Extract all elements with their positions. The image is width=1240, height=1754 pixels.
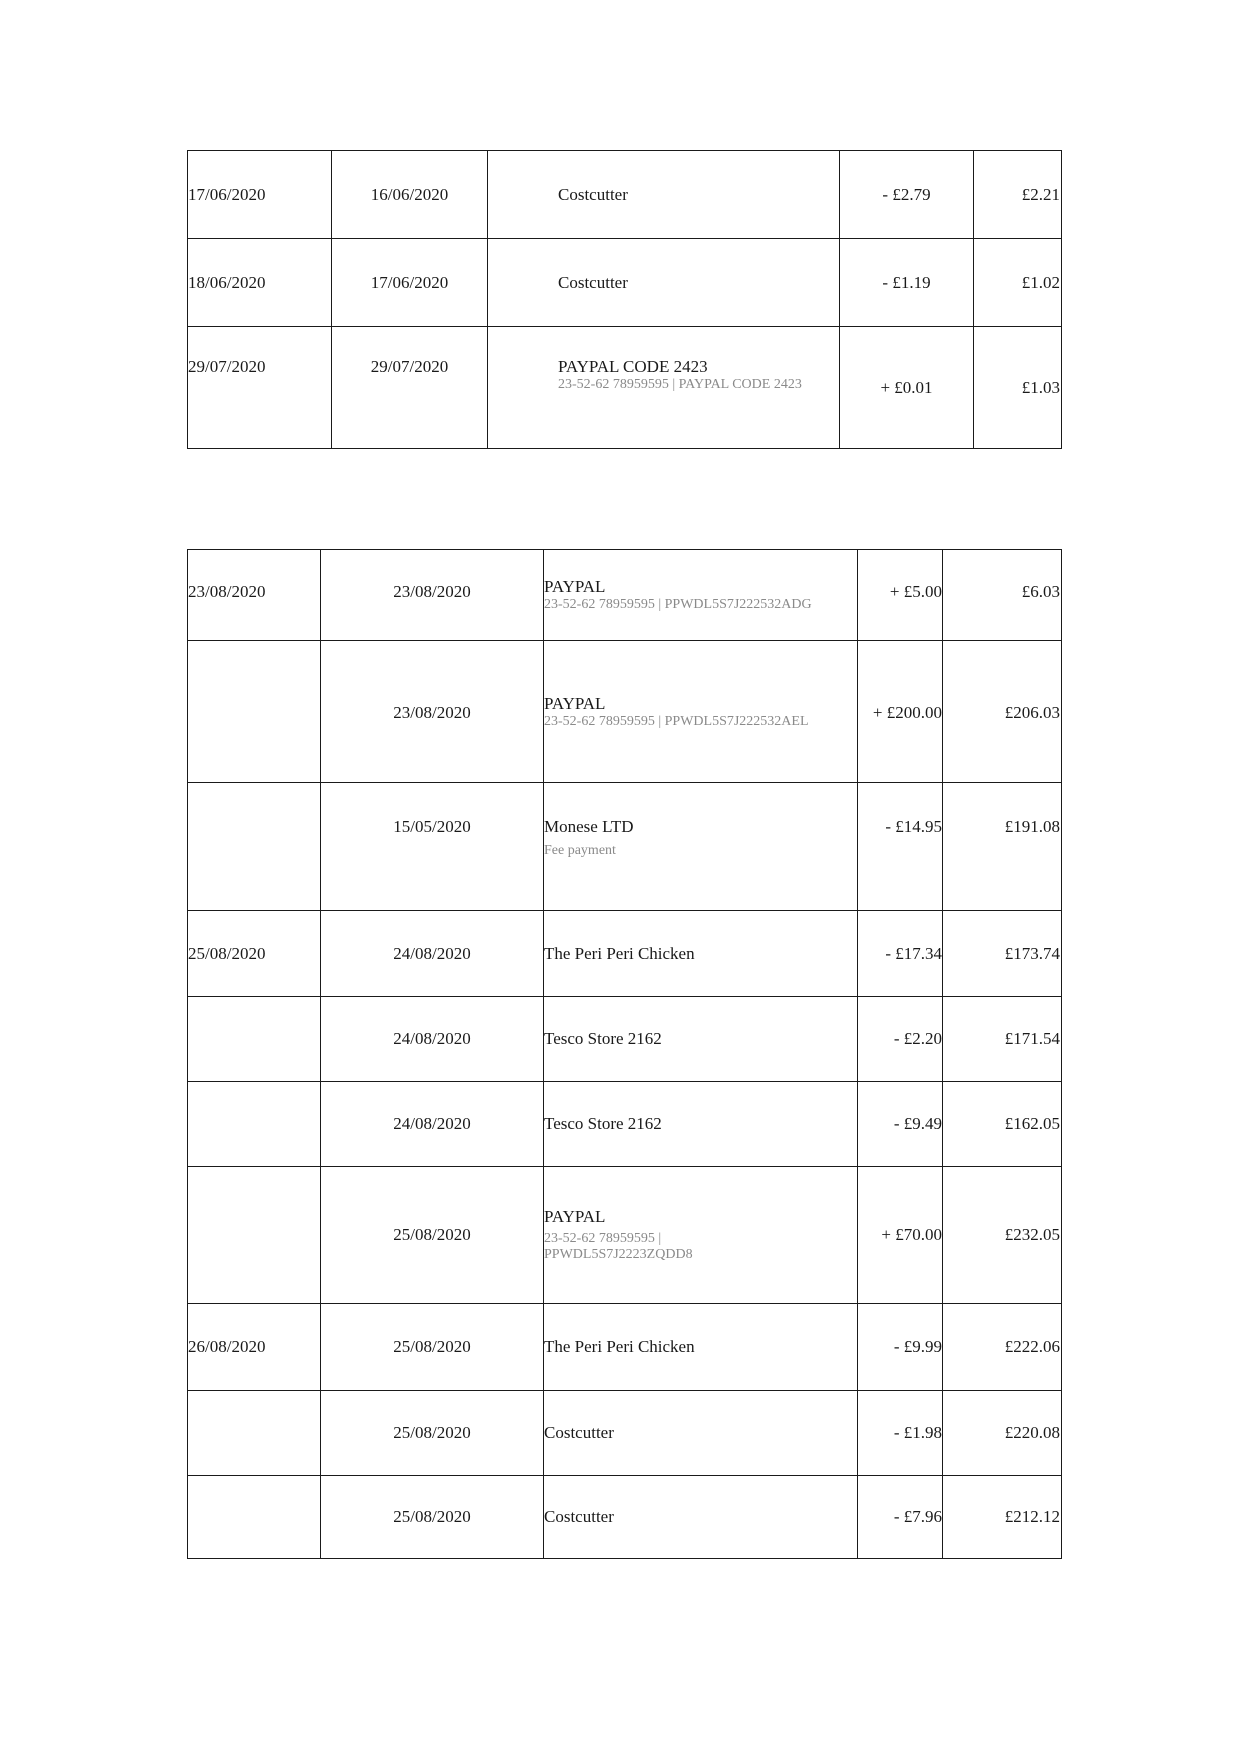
posted-date [188, 1082, 321, 1167]
description [544, 1082, 858, 1167]
description [544, 550, 858, 641]
balance: £173.74 [943, 911, 1062, 997]
description [544, 1391, 858, 1476]
balance: £6.03 [943, 550, 1062, 641]
table-row [188, 641, 1062, 783]
description-detail: 23-52-62 78959595 | PAYPAL CODE 2423 [558, 377, 802, 392]
table-row [188, 1082, 1062, 1167]
balance: £1.02 [974, 239, 1062, 327]
description-detail: 23-52-62 78959595 | PPWDL5S7J222532AEL [544, 713, 809, 729]
description [544, 1476, 858, 1559]
description-title: The Peri Peri Chicken [544, 943, 695, 963]
description [544, 1304, 858, 1391]
posted-date: 23/08/2020 [188, 550, 321, 641]
balance: £222.06 [943, 1304, 1062, 1391]
transaction-date: 23/08/2020 [321, 641, 544, 783]
posted-date: 26/08/2020 [188, 1304, 321, 1391]
amount: + £5.00 [858, 550, 943, 641]
amount: - £2.20 [858, 997, 943, 1082]
posted-date: 29/07/2020 [188, 327, 332, 449]
posted-date [188, 1391, 321, 1476]
transactions-table-2 [187, 549, 1062, 1559]
balance: £212.12 [943, 1476, 1062, 1559]
description-detail: Fee payment [544, 843, 616, 858]
description-title: Costcutter [544, 1507, 614, 1526]
description [488, 151, 840, 239]
amount: + £0.01 [840, 327, 974, 449]
table-row [188, 997, 1062, 1082]
posted-date: 25/08/2020 [188, 911, 321, 997]
balance: £206.03 [943, 641, 1062, 783]
amount: - £9.99 [858, 1304, 943, 1391]
amount: - £17.34 [858, 911, 943, 997]
description-detail: 23-52-62 78959595 | PPWDL5S7J222532ADG [544, 597, 812, 612]
description [488, 239, 840, 327]
description [544, 911, 858, 997]
amount: - £1.19 [840, 239, 974, 327]
description [544, 1167, 858, 1304]
posted-date [188, 783, 321, 911]
description-title: Tesco Store 2162 [544, 1029, 662, 1048]
description [544, 783, 858, 911]
balance: £162.05 [943, 1082, 1062, 1167]
amount: - £9.49 [858, 1082, 943, 1167]
transaction-date: 23/08/2020 [321, 550, 544, 641]
transaction-date: 24/08/2020 [321, 1082, 544, 1167]
amount: + £200.00 [858, 641, 943, 783]
posted-date: 17/06/2020 [188, 151, 332, 239]
transaction-date: 16/06/2020 [332, 151, 488, 239]
transaction-date: 15/05/2020 [321, 783, 544, 911]
description-title: PAYPAL [544, 693, 606, 713]
table-row [188, 1304, 1062, 1391]
description-detail: 23-52-62 78959595 | PPWDL5S7J2223ZQDD8 [544, 1231, 693, 1262]
amount: + £70.00 [858, 1167, 943, 1304]
description-title: The Peri Peri Chicken [544, 1337, 695, 1356]
table-row [188, 151, 1062, 239]
transaction-date: 24/08/2020 [321, 997, 544, 1082]
description [544, 997, 858, 1082]
table-row [188, 911, 1062, 997]
transaction-date: 25/08/2020 [321, 1391, 544, 1476]
description-title: PAYPAL CODE 2423 [558, 357, 708, 376]
amount: - £1.98 [858, 1391, 943, 1476]
balance: £171.54 [943, 997, 1062, 1082]
description-title: Tesco Store 2162 [544, 1114, 662, 1133]
posted-date [188, 1167, 321, 1304]
transaction-date: 25/08/2020 [321, 1476, 544, 1559]
description-title: Costcutter [558, 272, 628, 292]
posted-date [188, 997, 321, 1082]
transaction-date: 25/08/2020 [321, 1167, 544, 1304]
transaction-date: 29/07/2020 [332, 327, 488, 449]
transaction-date: 24/08/2020 [321, 911, 544, 997]
posted-date: 18/06/2020 [188, 239, 332, 327]
table-row [188, 783, 1062, 911]
amount: - £7.96 [858, 1476, 943, 1559]
balance: £2.21 [974, 151, 1062, 239]
description-title: Monese LTD [544, 817, 634, 836]
table-row [188, 1391, 1062, 1476]
description-title: Costcutter [544, 1423, 614, 1442]
balance: £220.08 [943, 1391, 1062, 1476]
balance: £191.08 [943, 783, 1062, 911]
table-row [188, 1167, 1062, 1304]
description-title: Costcutter [558, 184, 628, 204]
description [544, 641, 858, 783]
table-row [188, 1476, 1062, 1559]
description-title: PAYPAL [544, 1207, 606, 1226]
transaction-date: 25/08/2020 [321, 1304, 544, 1391]
posted-date [188, 641, 321, 783]
description-title: PAYPAL [544, 577, 606, 596]
amount: - £2.79 [840, 151, 974, 239]
table-row [188, 327, 1062, 449]
amount: - £14.95 [858, 783, 943, 911]
transaction-date: 17/06/2020 [332, 239, 488, 327]
description [488, 327, 840, 449]
table-row [188, 550, 1062, 641]
table-row [188, 239, 1062, 327]
balance: £1.03 [974, 327, 1062, 449]
transactions-table-1 [187, 150, 1062, 449]
posted-date [188, 1476, 321, 1559]
balance: £232.05 [943, 1167, 1062, 1304]
